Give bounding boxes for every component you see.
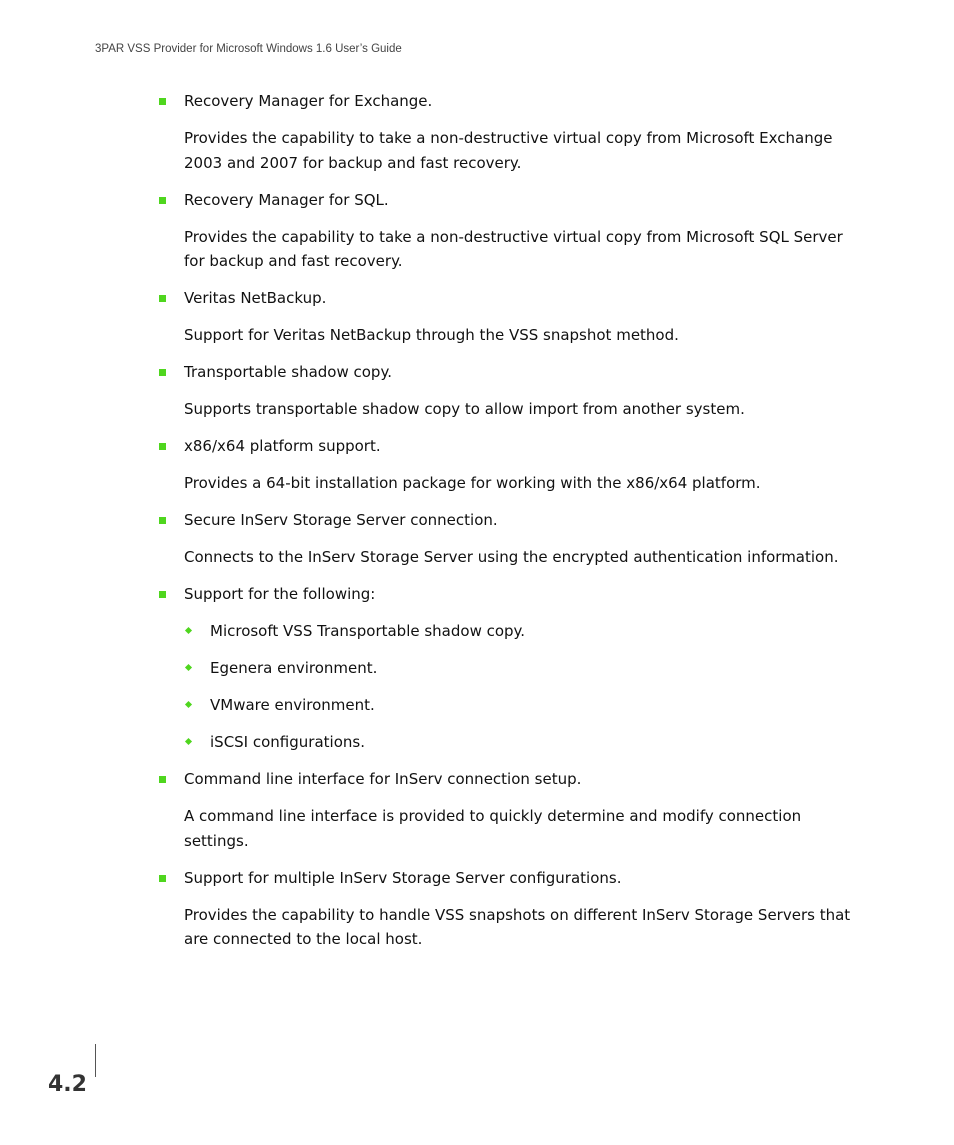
feature-title: Recovery Manager for SQL. (184, 190, 389, 209)
square-bullet-icon (159, 517, 166, 524)
feature-description: Provides the capability to take a non-destructive virtual copy from Microsoft Exchange 2003 and 2007 for backup and fast recovery. (184, 129, 833, 172)
feature-item (184, 767, 864, 792)
feature-description: A command line interface is provided to quickly determine and modify connection settings. (184, 807, 802, 850)
feature-title: Support for the following: (184, 585, 376, 603)
page-number-divider (95, 1044, 96, 1077)
square-bullet-icon (159, 443, 166, 450)
square-bullet-icon (159, 591, 166, 598)
feature-item (184, 188, 864, 213)
square-bullet-icon (159, 98, 166, 105)
feature-item (184, 508, 864, 533)
feature-item (184, 434, 864, 459)
feature-list (0, 89, 954, 964)
feature-title: Secure InServ Storage Server connection. (184, 511, 498, 529)
feature-title: Command line interface for InServ connection setup. (184, 770, 582, 788)
sub-item-text: iSCSI configurations. (210, 733, 365, 751)
feature-item (184, 582, 864, 607)
feature-item (184, 866, 864, 891)
sub-item-text: Egenera environment. (210, 659, 378, 677)
square-bullet-icon (159, 369, 166, 376)
feature-title: x86/x64 platform support. (184, 437, 381, 455)
square-bullet-icon (159, 875, 166, 882)
feature-title: Support for multiple InServ Storage Server configurations. (184, 868, 622, 887)
feature-description: Connects to the InServ Storage Server using the encrypted authentication information. (184, 548, 839, 566)
feature-item (184, 360, 864, 385)
square-bullet-icon (159, 295, 166, 302)
sub-list-item (210, 693, 860, 718)
feature-item (184, 89, 864, 114)
sub-item-text: VMware environment. (210, 696, 375, 714)
page-number: 4.2 (48, 1072, 87, 1097)
diamond-bullet-icon (185, 664, 192, 671)
sub-list-item (210, 730, 860, 755)
sub-list-item (210, 619, 860, 644)
feature-title: Veritas NetBackup. (184, 289, 327, 307)
feature-description: Provides a 64-bit installation package for working with the x86/x64 platform. (184, 474, 761, 492)
feature-description: Provides the capability to take a non-destructive virtual copy from Microsoft SQL Server for backup and fast recovery. (184, 227, 843, 270)
feature-title: Recovery Manager for Exchange. (184, 92, 433, 110)
feature-description: Provides the capability to handle VSS snapshots on different InServ Storage Servers that are connected to the local host. (184, 905, 851, 948)
feature-description: Supports transportable shadow copy to allow import from another system. (184, 400, 745, 418)
square-bullet-icon (159, 776, 166, 783)
square-bullet-icon (159, 197, 166, 204)
running-header: 3PAR VSS Provider for Microsoft Windows 1.6 User’s Guide (95, 43, 402, 55)
diamond-bullet-icon (185, 627, 192, 634)
diamond-bullet-icon (185, 701, 192, 708)
feature-title: Transportable shadow copy. (184, 363, 392, 381)
feature-item (184, 286, 864, 311)
sub-list-item (210, 656, 860, 681)
feature-description: Support for Veritas NetBackup through the VSS snapshot method. (184, 326, 679, 344)
diamond-bullet-icon (185, 738, 192, 745)
sub-item-text: Microsoft VSS Transportable shadow copy. (210, 622, 526, 640)
